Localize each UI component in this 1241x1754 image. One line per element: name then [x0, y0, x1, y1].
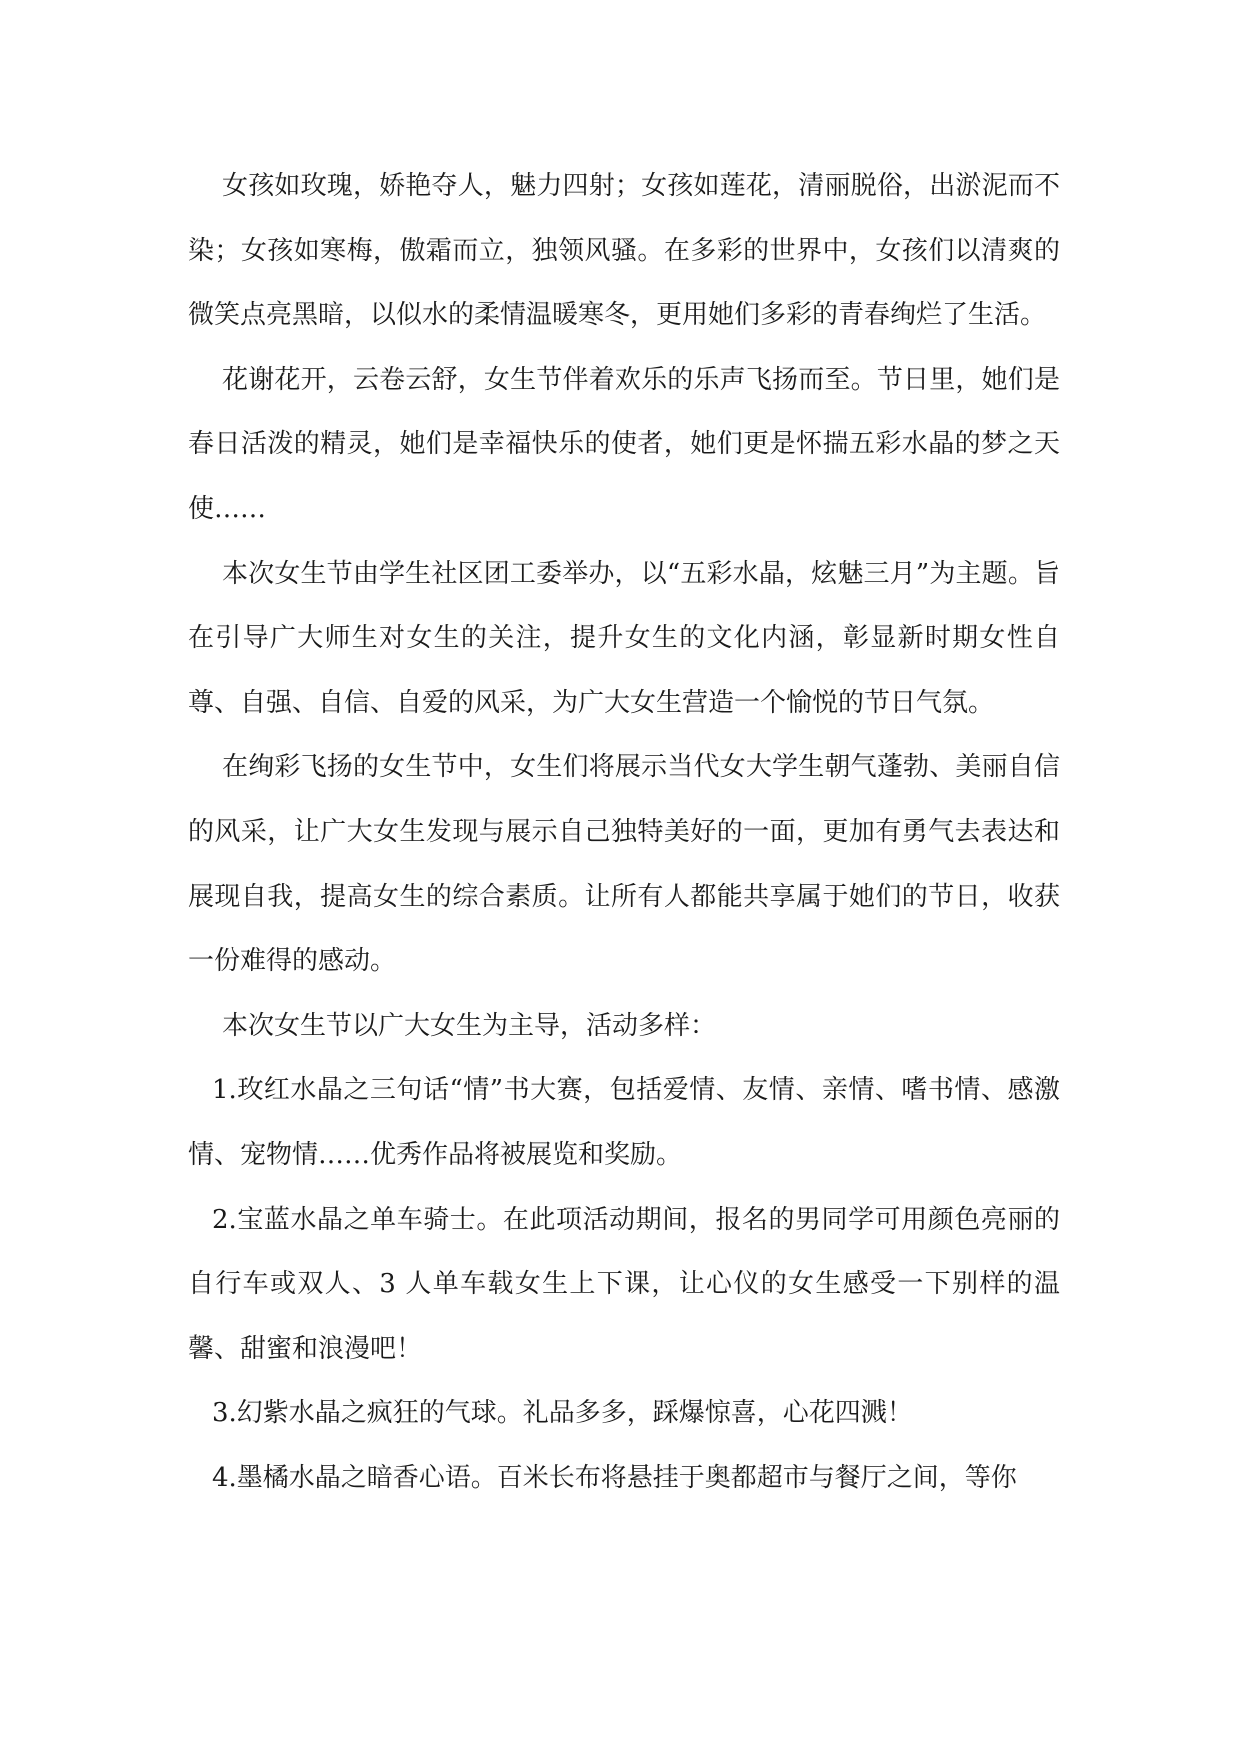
list-item: 2.宝蓝水晶之单车骑士。在此项活动期间，报名的男同学可用颜色亮丽的自行车或双人、3 人单车载女生上下课，让心仪的女生感受一下别样的温馨、甜蜜和浪漫吧！ [188, 1204, 1060, 1364]
paragraph-theme: 本次女生节由学生社区团工委举办，以“五彩水晶，炫魅三月”为主题。旨在引导广大师生对女生的关注，提升女生的文化内涵，彰显新时期女性自尊、自强、自信、自爱的风采，为广大女生营造一个愉悦的节日气氛。 [188, 558, 1060, 718]
paragraph-intro: 女孩如玫瑰，娇艳夺人，魅力四射；女孩如莲花，清丽脱俗，出淤泥而不染；女孩如寒梅，傲霜而立，独领风骚。在多彩的世界中，女孩们以清爽的微笑点亮黑暗，以似水的柔情温暖寒冬，更用她们多彩的青春绚烂了生活。 [188, 171, 1060, 331]
list-item: 4.墨橘水晶之暗香心语。百米长布将悬挂于奥都超市与餐厅之间，等你 [212, 1462, 1017, 1493]
document-body [188, 154, 1060, 1510]
paragraph-purpose: 在绚彩飞扬的女生节中，女生们将展示当代女大学生朝气蓬勃、美丽自信的风采，让广大女生发现与展示自己独特美好的一面，更加有勇气去表达和展现自我，提高女生的综合素质。让所有人都能共享属于她们的节日，收获一份难得的感动。 [188, 752, 1060, 977]
paragraph-festival-arrival: 花谢花开，云卷云舒，女生节伴着欢乐的乐声飞扬而至。节日里，她们是春日活泼的精灵，她们是幸福快乐的使者，她们更是怀揣五彩水晶的梦之天使…… [188, 364, 1060, 524]
paragraph-activities-intro: 本次女生节以广大女生为主导，活动多样： [222, 1010, 717, 1041]
list-item: 1.玫红水晶之三句话“情”书大赛，包括爱情、友情、亲情、嗜书情、感激情、宠物情……优秀作品将被展览和奖励。 [188, 1075, 1060, 1170]
list-item: 3.幻紫水晶之疯狂的气球。礼品多多，踩爆惊喜，心花四溅！ [212, 1398, 913, 1429]
